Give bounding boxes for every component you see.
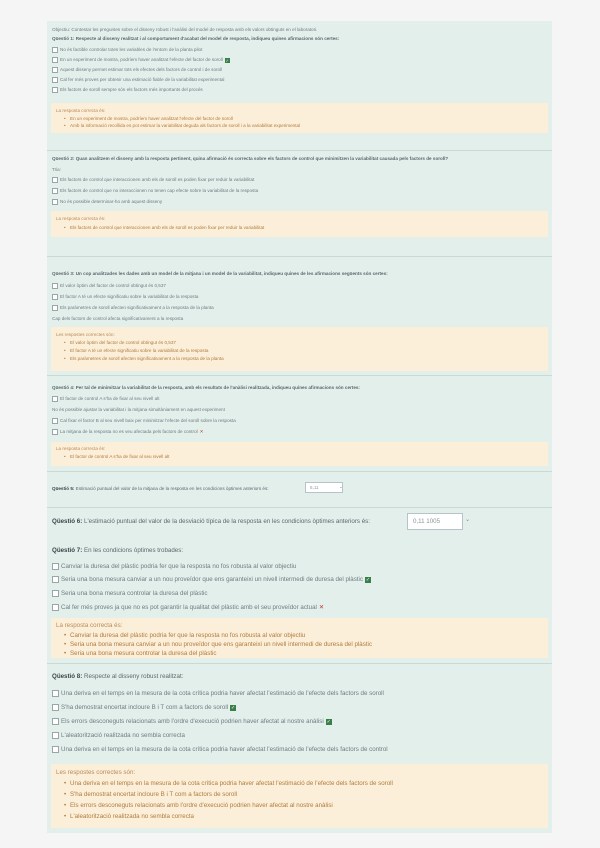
q4-option-4[interactable]: La mitjana de la resposta no es veu afectada pels factors de control ✕ <box>52 429 546 435</box>
q1-option-4[interactable]: Cal fer més proves per obtenir una estimació fiable de la variabilitat experimental <box>52 77 546 83</box>
feedback-title: La resposta correcta és: <box>56 108 106 113</box>
question-8 <box>47 664 552 833</box>
feedback-title: Les respostes correctes són: <box>56 769 136 776</box>
feedback-item: • En un experiment de mostra, podríem haver analitzat l'efecte del factor de soroll <box>56 116 542 121</box>
q4-option-3[interactable]: Cal fixar el factor B al seu nivell baix per minimitzar l'efecte del soroll sobre la resposta <box>52 418 546 424</box>
q8-option-2[interactable]: S'ha demostrat encertat incloure B i T com a factors de soroll ✓ <box>52 704 546 711</box>
question-5-label: Qüestió 5: Estimació puntual del valor de la mitjana de la resposta en les condicions òptimes anteriors és: <box>52 486 269 491</box>
question-2-stem: Qüestió 2: Quan analitzem el disseny amb la resposta pertinent, quina afirmació és correcta sobre els factors de control que minimitzen la variabilitat causada pels factors de soroll? <box>52 156 449 161</box>
checkbox[interactable] <box>52 283 58 289</box>
q2-option-1[interactable]: Els factors de control que interaccionen amb els de soroll es poden fixar per reduir la variabilitat <box>52 177 546 183</box>
checkbox[interactable] <box>52 704 59 711</box>
q2-option-2[interactable]: Els factors de control que no interaccionen no tenen cap efecte sobre la variabilitat de la resposta <box>52 188 546 194</box>
checkbox[interactable] <box>52 690 59 697</box>
q7-feedback <box>51 618 548 658</box>
q4-option-2[interactable]: No és possible ajustar la variabilitat i la mitjana simultàniament en aquest experiment <box>52 407 225 412</box>
chevron-down-icon[interactable]: ⌄ <box>339 484 343 489</box>
q3-option-3[interactable]: Els paràmetres de soroll afecten significativament a la resposta de la planta <box>52 305 546 311</box>
feedback-item: • Seria una bona mesura canviar a un nou proveïdor que ens garanteixi un nivell intermedi de duresa del plàstic <box>56 641 542 648</box>
checkbox[interactable] <box>52 87 58 93</box>
feedback-item: • El valor òptim del factor de control obtingut és 0,537 <box>56 340 542 345</box>
feedback-title: La resposta correcta és: <box>56 216 106 221</box>
question-3 <box>47 257 552 375</box>
checkbox[interactable] <box>52 718 59 725</box>
q8-option-1[interactable]: Una deriva en el temps en la mesura de la cota crítica podria haver afectat l'estimació de l'efecte dels factors de soroll <box>52 690 546 697</box>
q1-option-2[interactable]: En un experiment de mostra, podríem haver analitzat l'efecte del factor de soroll ✓ <box>52 57 546 63</box>
feedback-item: • L'aleatorització realitzada no sembla correcta <box>56 813 542 820</box>
radio[interactable] <box>52 188 58 194</box>
q2-feedback <box>51 211 548 237</box>
cross-icon: ✕ <box>318 604 325 612</box>
question-5 <box>47 472 552 507</box>
q1-option-5[interactable]: Els factors de soroll sempre són els factors més importants del procés <box>52 87 546 93</box>
check-icon: ✓ <box>326 718 331 725</box>
checkbox[interactable] <box>52 576 59 583</box>
checkbox[interactable] <box>52 47 58 53</box>
checkbox[interactable] <box>52 294 58 300</box>
q4-option-1[interactable]: El factor de control A s'ha de fixar al seu nivell alt <box>52 396 546 402</box>
quiz-review-sheet <box>47 21 552 833</box>
q7-option-2[interactable]: Seria una bona mesura canviar a un nou proveïdor que ens garanteixi un nivell intermedi de duresa del plàstic ✓ <box>52 576 546 583</box>
checkbox[interactable] <box>52 67 58 73</box>
q6-answer-select[interactable]: 0,11 1005 <box>407 513 463 530</box>
intro-text: Objectiu: Contestar les preguntes sobre el disseny robust i l'anàlisi del model de resposta amb els valors obtinguts en el laboratori. <box>52 27 318 32</box>
q7-option-3[interactable]: Seria una bona mesura controlar la duresa del plàstic <box>52 590 546 597</box>
feedback-item: • Amb la informació recollida es pot estimar la variabilitat deguda als factors de soroll i a la variabilitat experimental <box>56 123 542 128</box>
check-icon: ✓ <box>365 576 371 583</box>
q2-lead: Tria: <box>52 167 62 172</box>
q2-option-3[interactable]: No és possible determinar-ho amb aquest disseny <box>52 199 546 205</box>
radio[interactable] <box>52 177 58 183</box>
q8-option-4[interactable]: L'aleatorització realitzada no sembla correcta <box>52 732 546 739</box>
question-1 <box>47 21 552 151</box>
feedback-item: • El factor de control A s'ha de fixar al seu nivell alt <box>56 454 542 459</box>
feedback-item: • Els paràmetres de soroll afecten significativament a la resposta de la planta <box>56 356 542 361</box>
q1-option-1[interactable]: No és factible controlar totes les variables de l'entorn de la planta pilot <box>52 47 546 53</box>
feedback-item: • Els errors desconeguts relacionats amb l'ordre d'execució podrien haver afectat al nostre anàlisi <box>56 802 542 809</box>
q1-feedback <box>51 103 548 133</box>
q3-option-1[interactable]: El valor òptim del factor de control obtingut és 0,537 <box>52 283 546 289</box>
q4-feedback <box>51 442 548 466</box>
feedback-item: • S'ha demostrat encertat incloure B i T com a factors de soroll <box>56 791 542 798</box>
chevron-down-icon[interactable]: ⌄ <box>465 516 471 523</box>
q5-answer-select[interactable]: 5,11 <box>305 482 343 493</box>
checkbox[interactable] <box>52 77 58 83</box>
feedback-title: La resposta correcta és: <box>56 622 123 629</box>
question-7 <box>47 538 552 663</box>
question-2 <box>47 151 552 256</box>
q7-option-4[interactable]: Cal fer més proves ja que no es pot garantir la qualitat del plàstic amb el seu proveïdor actual ✕ <box>52 604 546 611</box>
feedback-item: • Una deriva en el temps en la mesura de la cota crítica podria haver afectat l'estimació de l'efecte dels factors de soroll <box>56 780 542 787</box>
q8-feedback <box>51 764 548 828</box>
question-6 <box>47 508 552 538</box>
question-3-stem: Qüestió 3: Un cop analitzades les dades amb un model de la mitjana i un model de la variabilitat, indiqueu quines de les afirmacions següents són certes: <box>52 271 388 276</box>
question-8-label: Qüestió 8: Respecte al disseny robust realitzat: <box>52 673 184 680</box>
checkbox[interactable] <box>52 732 59 739</box>
question-7-label: Qüestió 7: En les condicions òptimes trobades: <box>52 547 184 554</box>
checkbox[interactable] <box>52 746 59 753</box>
question-6-label: Qüestió 6: L'estimació puntual del valor de la desviació típica de la resposta en les condicions òptimes anteriors és: <box>52 518 370 525</box>
question-4 <box>47 376 552 471</box>
q3-option-2[interactable]: El factor A té un efecte significatiu sobre la variabilitat de la resposta <box>52 294 546 300</box>
question-4-stem: Qüestió 4: Per tal de minimitzar la variabilitat de la resposta, amb els resultats de l'anàlisi realitzada, indiqueu quines afirmacions són certes: <box>52 385 360 390</box>
question-1-stem: Qüestió 1: Respecte al disseny realitzat i al comportament d'acabat del model de resposta, indiqueu quines afirmacions són certes: <box>52 36 340 41</box>
feedback-item: • El factor A té un efecte significatiu sobre la variabilitat de la resposta <box>56 348 542 353</box>
feedback-item: • Seria una bona mesura controlar la duresa del plàstic <box>56 650 542 657</box>
q1-option-3[interactable]: Aquest disseny permet estimar tots els efectes dels factors de control i de soroll <box>52 67 546 73</box>
checkbox[interactable] <box>52 57 58 63</box>
check-icon: ✓ <box>225 57 229 63</box>
q7-option-1[interactable]: Canviar la duresa del plàstic podria fer que la resposta no fos robusta al valor objectiu <box>52 563 546 570</box>
radio[interactable] <box>52 199 58 205</box>
q8-option-3[interactable]: Els errors desconeguts relacionats amb l'ordre d'execució podrien haver afectat al nostre anàlisi ✓ <box>52 718 546 725</box>
checkbox[interactable] <box>52 563 59 570</box>
checkbox[interactable] <box>52 590 59 597</box>
feedback-item: • Canviar la duresa del plàstic podria fer que la resposta no fos robusta al valor objectiu <box>56 632 542 639</box>
checkbox[interactable] <box>52 396 58 402</box>
checkbox[interactable] <box>52 418 58 424</box>
q3-option-4[interactable]: Cap dels factors de control afecta significativament a la resposta <box>52 316 184 321</box>
feedback-item: • Els factors de control que interaccionen amb els de soroll es poden fixar per reduir la variabilitat <box>56 225 542 230</box>
cross-icon: ✕ <box>199 429 204 435</box>
checkbox[interactable] <box>52 305 58 311</box>
feedback-title: Les respostes correctes són: <box>56 332 115 337</box>
feedback-title: La resposta correcta és: <box>56 446 106 451</box>
check-icon: ✓ <box>230 704 236 711</box>
checkbox[interactable] <box>52 429 58 435</box>
checkbox[interactable] <box>52 604 59 611</box>
q3-feedback <box>51 327 548 371</box>
q8-option-5[interactable]: Una deriva en el temps en la mesura de la cota crítica podria haver afectat l'estimació de l'efecte dels factors de control <box>52 746 546 753</box>
